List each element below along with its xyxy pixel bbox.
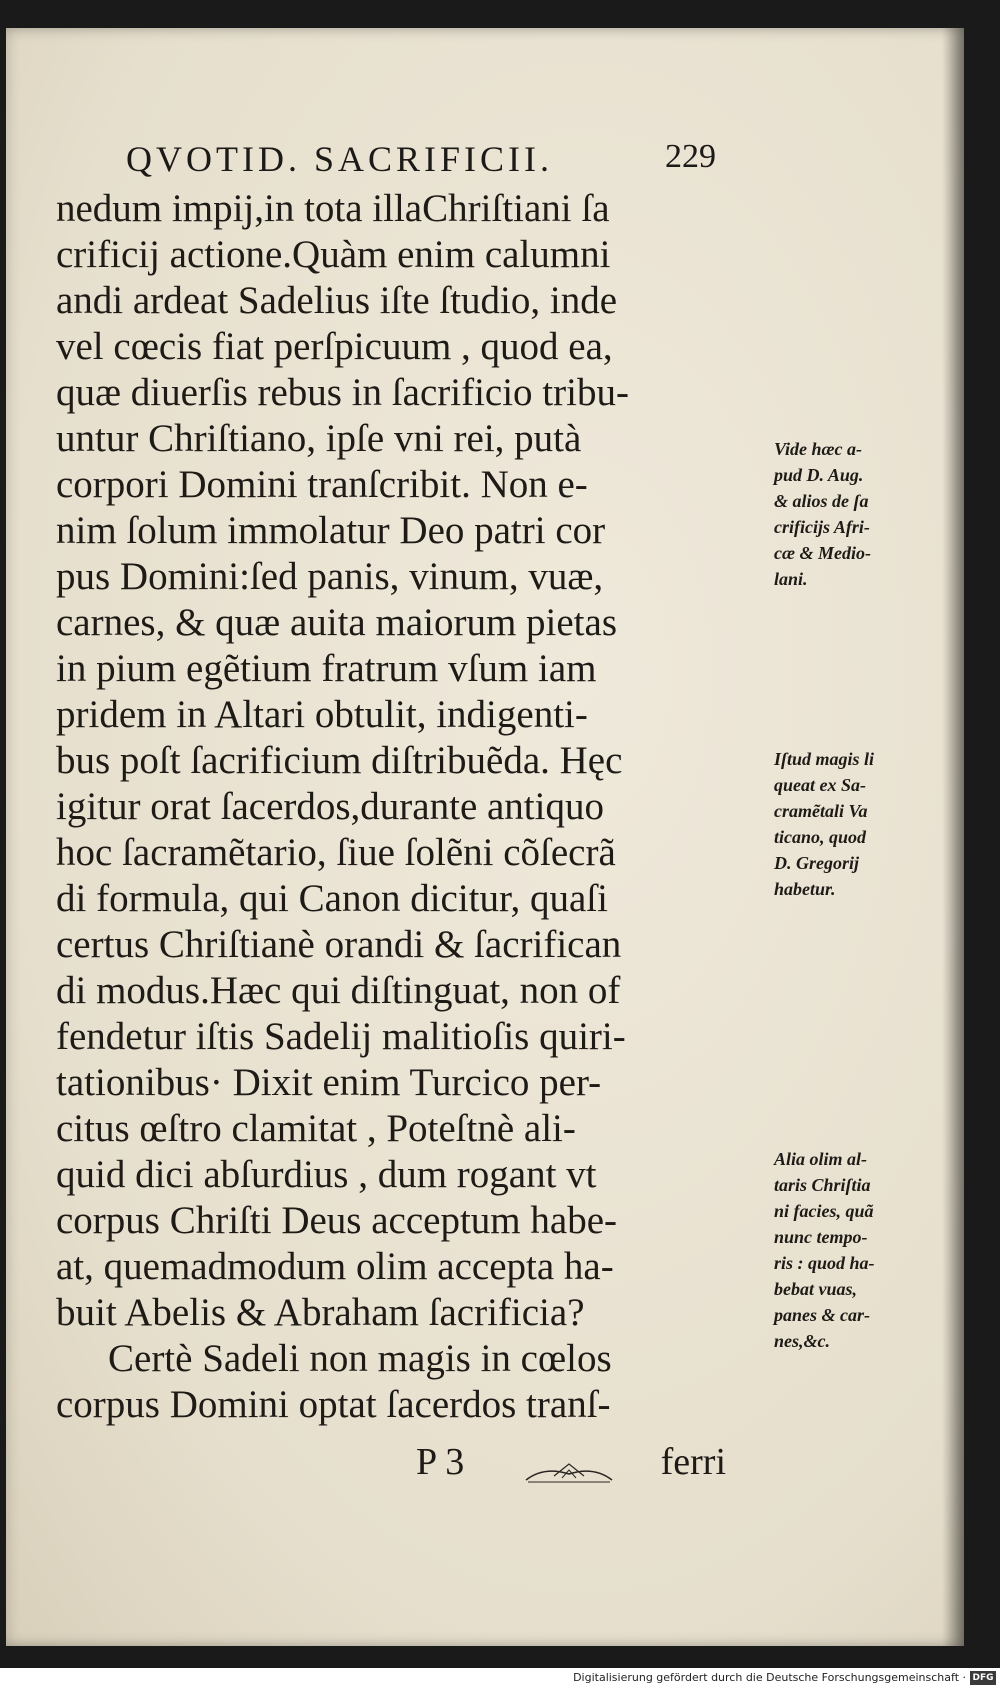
text-line: pus Domini:ſed panis, vinum, vuæ, (56, 555, 604, 598)
text-line: quid dici abſurdius , dum rogant vt (56, 1153, 597, 1196)
note-line: nunc tempo- (774, 1227, 868, 1247)
text-line: buit Abelis & Abraham ſacrificia? (56, 1291, 585, 1334)
text-line: crificij actione.Quàm enim calumni (56, 233, 611, 276)
text-line: untur Chriſtiano, ipſe vni rei, putà (56, 417, 582, 460)
note-line: Vide hæc a- (774, 439, 862, 459)
note-line: cæ & Medio- (774, 543, 871, 563)
text-line: vel cœcis fiat perſpicuum , quod ea, (56, 325, 613, 368)
main-text-block (56, 186, 875, 1428)
note-line: bebat vuas, (774, 1279, 857, 1299)
note-line: lani. (774, 569, 808, 589)
catchword: ferri (660, 1441, 726, 1483)
digitization-credit: Digitalisierung gefördert durch die Deutsche Forschungsgemeinschaft · (573, 1671, 966, 1684)
note-line: habetur. (774, 879, 836, 899)
page-number: 229 (665, 138, 716, 175)
dfg-logo: DFG (970, 1671, 996, 1685)
note-line: & alios de ſa (774, 491, 869, 511)
text-line: bus poſt ſacrificium diſtribuẽda. Hęc (56, 739, 623, 782)
note-line: Alia olim al- (774, 1149, 868, 1169)
text-line: carnes, & quæ auita maiorum pietas (56, 601, 618, 644)
note-line: ris : quod ha- (774, 1253, 875, 1273)
text-line: corpus Chriſti Deus acceptum habe- (56, 1199, 617, 1242)
text-line: andi ardeat Sadelius iſte ſtudio, inde (56, 279, 618, 322)
note-line: pud D. Aug. (774, 465, 864, 485)
text-line: corpus Domini optat ſacerdos tranſ- (56, 1383, 611, 1426)
text-line: di modus.Hæc qui diſtinguat, non of (56, 969, 621, 1012)
text-line: nedum impij,in tota illaChriſtiani ſa (56, 187, 610, 230)
text-line: at, quemadmodum olim accepta ha- (56, 1245, 614, 1288)
signature-mark: P 3 (416, 1441, 465, 1483)
margin-note (774, 436, 934, 592)
note-line: Iſtud magis li (774, 749, 875, 769)
digitization-credit-bar (0, 1668, 1000, 1689)
text-line: certus Chriſtianè orandi & ſacrifican (56, 923, 622, 966)
book-page (6, 28, 964, 1646)
text-line: fendetur iſtis Sadelij malitioſis quiri- (56, 1015, 626, 1058)
text-line: citus œſtro clamitat , Poteſtnè ali- (56, 1107, 576, 1150)
ornament-icon (524, 1458, 614, 1484)
paragraph-start-line: Certè Sadeli non magis in cœlos (108, 1337, 612, 1380)
note-line: taris Chriſtia (774, 1175, 871, 1195)
page-footer (416, 1440, 726, 1490)
note-line: crificijs Afri- (774, 517, 870, 537)
text-line: di formula, qui Canon dicitur, quaſi (56, 877, 608, 920)
note-line: cramẽtali Va (774, 801, 868, 821)
page-spine-shadow (942, 28, 964, 1646)
note-line: nes,&c. (774, 1331, 830, 1351)
text-line: quæ diuerſis rebus in ſacrificio tribu- (56, 371, 629, 414)
text-line: tationibus· Dixit enim Turcico per- (56, 1061, 602, 1104)
text-line: igitur orat ſacerdos,durante antiquo (56, 785, 604, 828)
note-line: ni facies, quã (774, 1201, 874, 1221)
text-line: hoc ſacramẽtario, ſiue ſolẽni cõſecrã (56, 831, 616, 874)
text-line: in pium egẽtium fratrum vſum iam (56, 647, 597, 690)
margin-note (774, 746, 934, 902)
note-line: queat ex Sa- (774, 775, 866, 795)
note-line: ticano, quod (774, 827, 867, 847)
text-line: corpori Domini tranſcribit. Non e- (56, 463, 588, 506)
note-line: D. Gregorij (774, 853, 859, 873)
running-title: QVOTID. SACRIFICII. (126, 139, 553, 179)
margin-note (774, 1146, 934, 1354)
text-line: nim ſolum immolatur Deo patri cor (56, 509, 606, 552)
note-line: panes & car- (774, 1305, 870, 1325)
text-line: pridem in Altari obtulit, indigenti- (56, 693, 588, 736)
running-header (126, 138, 716, 184)
